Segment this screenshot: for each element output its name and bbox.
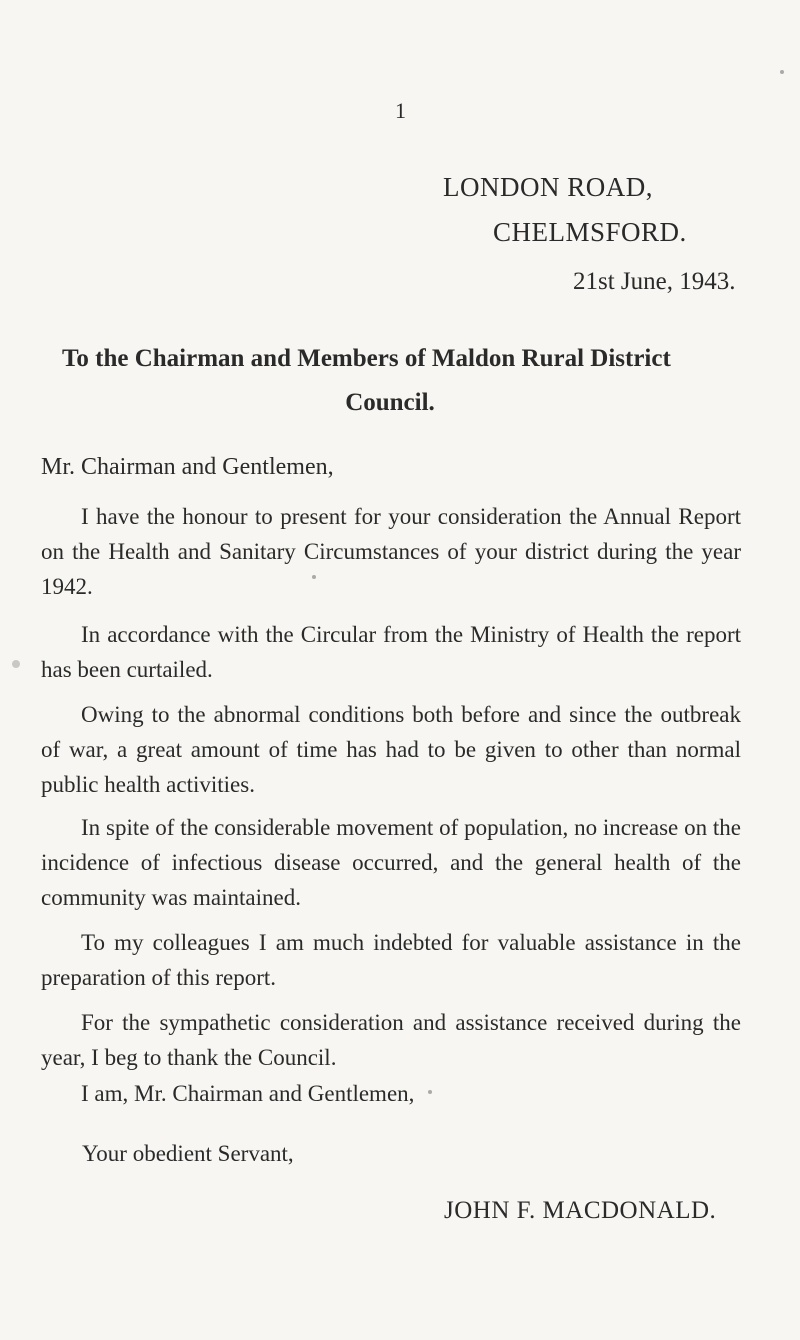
signature: JOHN F. MACDONALD. bbox=[444, 1197, 717, 1224]
address-line-2: CHELMSFORD. bbox=[493, 217, 687, 247]
salutation: Mr. Chairman and Gentlemen, bbox=[41, 454, 334, 480]
address-line-1: LONDON ROAD, bbox=[443, 172, 653, 202]
paragraph: To my colleagues I am much indebted for valuable assistance in the preparation of this report. bbox=[41, 930, 741, 990]
paragraph: In spite of the considerable movement of population, no increase on the incidence of infectious disease occurred, and the general health of the community was maintained. bbox=[41, 815, 741, 910]
paper-speck bbox=[12, 660, 20, 668]
paragraph: Owing to the abnormal conditions both before and since the outbreak of war, a great amount of time has had to be given to other than normal public health activities. bbox=[41, 702, 741, 797]
closing-line-2: Your obedient Servant, bbox=[82, 1141, 294, 1166]
page-number: 1 bbox=[395, 98, 406, 123]
paragraph: For the sympathetic consideration and assistance received during the year, I beg to thank the Council. bbox=[41, 1010, 741, 1070]
paragraph: I have the honour to present for your consideration the Annual Report on the Health and Sanitary Circumstances of your district during the year 1942. bbox=[41, 504, 741, 599]
paper-speck bbox=[780, 70, 784, 74]
paper-speck bbox=[312, 575, 316, 579]
paper-speck bbox=[428, 1090, 432, 1094]
heading-line-1: To the Chairman and Members of Maldon Rural District bbox=[62, 345, 671, 372]
heading-line-2: Council. bbox=[345, 389, 435, 416]
letter-date: 21st June, 1943. bbox=[573, 268, 736, 295]
paragraph: In accordance with the Circular from the Ministry of Health the report has been curtailed. bbox=[41, 622, 741, 682]
closing-line-1: I am, Mr. Chairman and Gentlemen, bbox=[81, 1081, 415, 1106]
